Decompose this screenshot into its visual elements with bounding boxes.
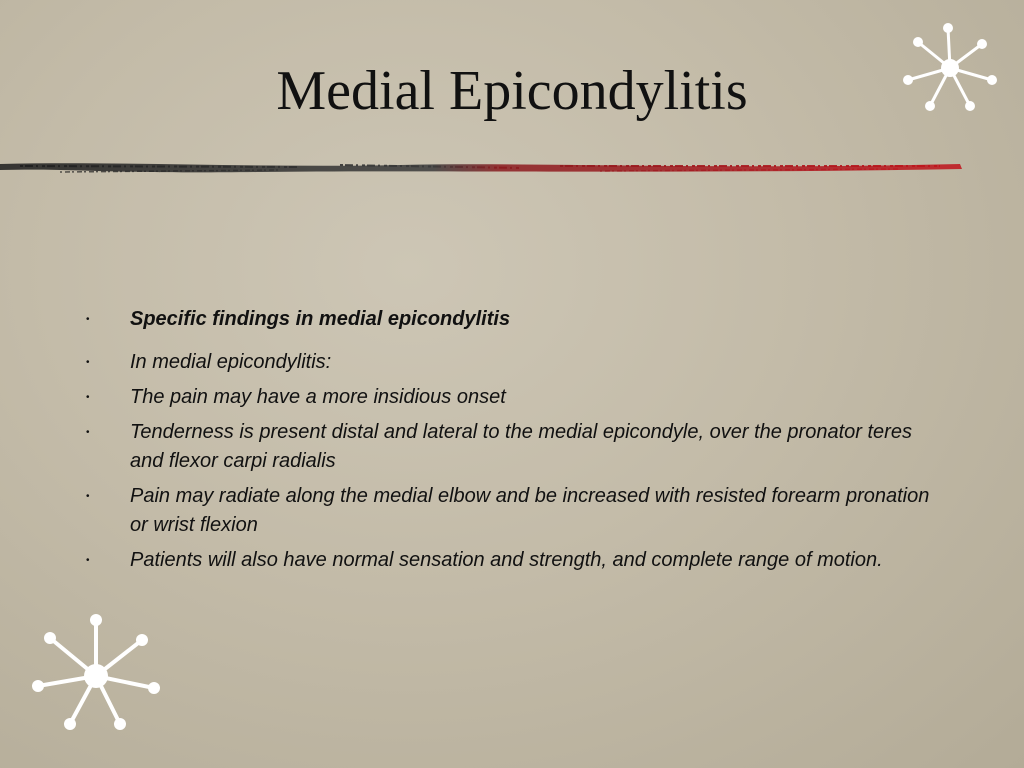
brush-divider bbox=[0, 156, 1024, 180]
bullet-item bbox=[80, 383, 940, 412]
bullet-item bbox=[80, 348, 940, 377]
snowflake-icon bbox=[900, 22, 1000, 114]
bullet-text: The pain may have a more insidious onset bbox=[130, 386, 506, 408]
bullet-dot: • bbox=[86, 427, 90, 438]
bullet-text: In medial epicondylitis: bbox=[130, 351, 332, 373]
bullet-text: Pain may radiate along the medial elbow and be increased with resisted forearm pronation or wrist flexion bbox=[130, 485, 930, 536]
bullet-item bbox=[80, 418, 940, 476]
bullet-dot: • bbox=[86, 555, 90, 566]
bullet-item bbox=[80, 546, 940, 575]
bullet-dot: • bbox=[86, 357, 90, 368]
bullet-dot: • bbox=[86, 392, 90, 403]
bullet-item bbox=[80, 482, 940, 540]
bullet-item bbox=[80, 305, 940, 334]
bullet-text: Specific findings in medial epicondylitis bbox=[130, 308, 511, 330]
bullet-dot: • bbox=[86, 314, 90, 325]
bullet-dot: • bbox=[86, 491, 90, 502]
slide-title: Medial Epicondylitis bbox=[276, 60, 748, 122]
snowflake-icon bbox=[30, 612, 162, 736]
bullet-text: Tenderness is present distal and lateral to the medial epicondyle, over the pronator teres and flexor carpi radialis bbox=[130, 421, 912, 472]
bullet-list bbox=[80, 305, 940, 581]
bullet-text: Patients will also have normal sensation and strength, and complete range of motion. bbox=[130, 549, 883, 571]
